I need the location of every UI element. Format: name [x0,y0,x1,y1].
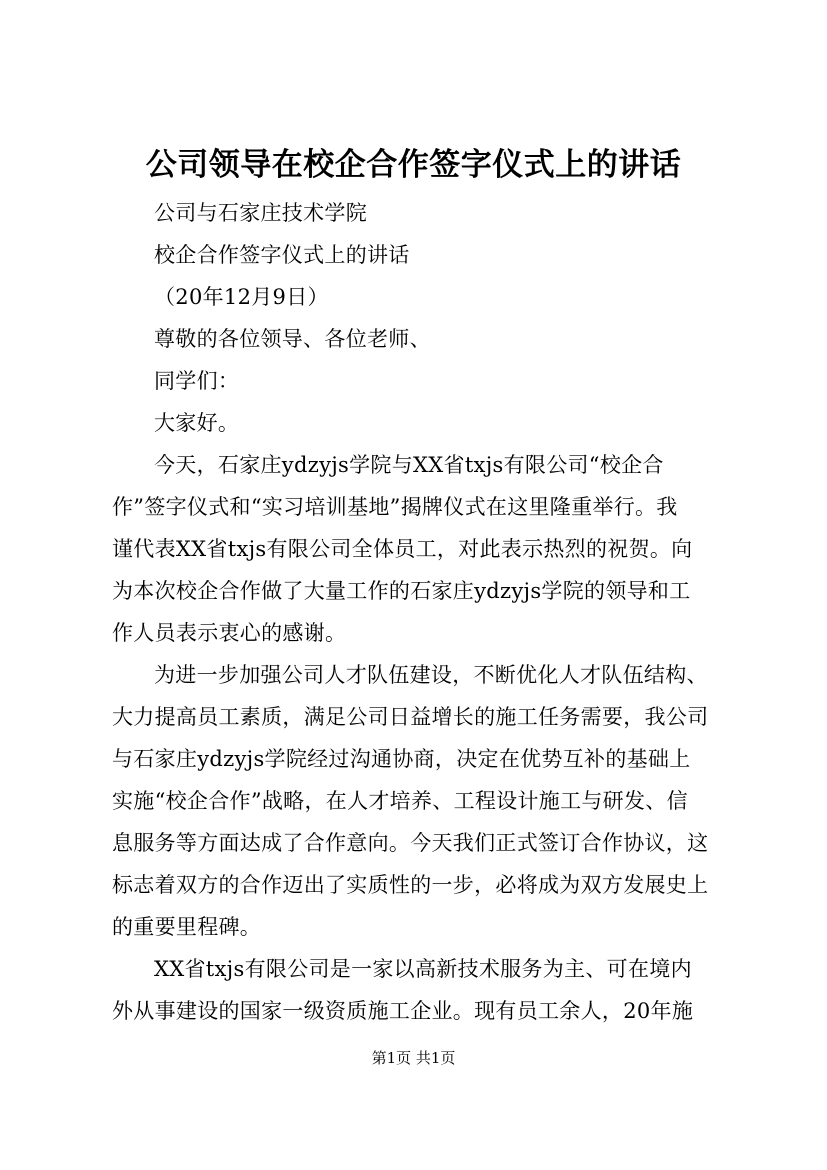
header-line-date: （20年12月9日） [154,285,329,309]
paragraph-line: 为进一步加强公司人才队伍建设，不断优化人才队伍结构、 [154,663,708,687]
paragraph-line: 与石家庄ydzyjs学院经过沟通协商，决定在优势互补的基础上 [112,747,691,771]
salutation-line-2: 同学们： [154,369,240,393]
header-line-2: 校企合作签字仪式上的讲话 [154,243,410,267]
paragraph-line: 外从事建设的国家一级资质施工企业。现有员工余人，20年施 [112,999,694,1023]
paragraph-line: 作人员表示衷心的感谢。 [112,621,347,645]
document-title: 公司领导在校企合作签字仪式上的讲话 [145,147,682,183]
page-footer: 第1页 共1页 [371,1049,456,1067]
paragraph-line: XX省txjs有限公司是一家以高新技术服务为主、可在境内 [154,957,692,981]
header-line-1: 公司与石家庄技术学院 [154,201,367,225]
paragraph-line: 息服务等方面达成了合作意向。今天我们正式签订合作协议，这 [112,831,709,855]
paragraph-line: 作”签字仪式和“实习培训基地”揭牌仪式在这里隆重举行。我 [112,495,678,519]
salutation-line-1: 尊敬的各位领导、各位老师、 [154,327,431,351]
paragraph-line: 的重要里程碑。 [112,915,262,939]
greeting-line: 大家好。 [154,411,240,435]
paragraph-line: 今天，石家庄ydzyjs学院与XX省txjs有限公司“校企合 [154,453,664,477]
paragraph-line: 谨代表XX省txjs有限公司全体员工，对此表示热烈的祝贺。向 [112,537,693,561]
paragraph-line: 标志着双方的合作迈出了实质性的一步，必将成为双方发展史上 [112,873,709,897]
paragraph-line: 实施“校企合作”战略，在人才培养、工程设计施工与研发、信 [112,789,688,813]
paragraph-line: 大力提高员工素质，满足公司日益增长的施工任务需要，我公司 [112,705,709,729]
paragraph-line: 为本次校企合作做了大量工作的石家庄ydzyjs学院的领导和工 [112,579,691,603]
